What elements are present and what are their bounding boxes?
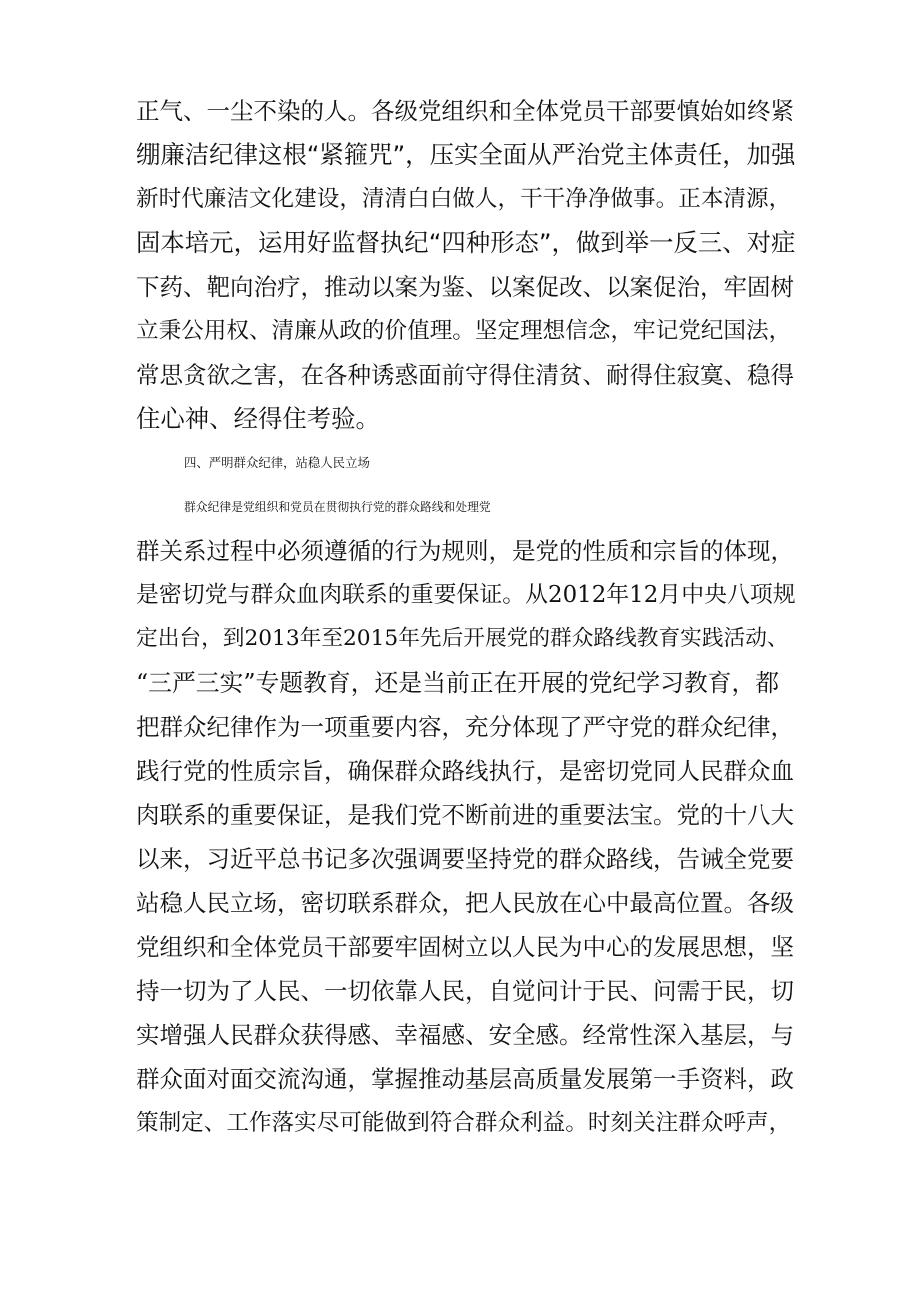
section-heading: 四、严明群众纪律，站稳人民立场 bbox=[184, 455, 370, 470]
paragraph-b-line: 践行党的性质宗旨，确保群众路线执行，是密切党同人民群众血 bbox=[136, 757, 794, 785]
paragraph-b-line: 以来，习近平总书记多次强调要坚持党的群众路线，告诫全党要 bbox=[136, 845, 794, 873]
paragraph-b-line: “三严三实”专题教育，还是当前正在开展的党纪学习教育，都 bbox=[136, 669, 780, 697]
paragraph-a-line: 住心神、经得住考验。 bbox=[136, 404, 380, 433]
paragraph-a-line: 新时代廉洁文化建设，清清白白做人，干干净净做事。正本清源， bbox=[136, 186, 792, 212]
paragraph-b-line: 党组织和全体党员干部要牢固树立以人民为中心的发展思想，坚 bbox=[136, 933, 794, 961]
paragraph-b-line: 是密切党与群众血肉联系的重要保证。从2012年12月中央八项规 bbox=[136, 582, 796, 608]
paragraph-a-line: 常思贪欲之害，在各种诱惑面前守得住清贫、耐得住寂寞、稳得 bbox=[136, 361, 794, 389]
paragraph-b-line: 群关系过程中必须遵循的行为规则，是党的性质和宗旨的体现， bbox=[136, 537, 794, 565]
paragraph-a-line: 绷廉洁纪律这根“紧箍咒”，压实全面从严治党主体责任，加强 bbox=[136, 140, 796, 169]
paragraph-b-line: 策制定、工作落实尽可能做到符合群众利益。时刻关注群众呼声， bbox=[136, 1110, 792, 1136]
paragraph-a-line: 固本培元，运用好监督执纪“四种形态”，做到举一反三、对症 bbox=[136, 228, 796, 257]
paragraph-a-line: 正气、一尘不染的人。各级党组织和全体党员干部要慎始如终紧 bbox=[136, 97, 794, 125]
paragraph-b-line: 把群众纪律作为一项重要内容，充分体现了严守党的群众纪律， bbox=[136, 713, 794, 741]
paragraph-b-line: 肉联系的重要保证，是我们党不断前进的重要法宝。党的十八大 bbox=[136, 801, 794, 829]
paragraph-b-line: 站稳人民立场，密切联系群众，把人民放在心中最高位置。各级 bbox=[136, 889, 794, 917]
paragraph-b-line: 实增强人民群众获得感、幸福感、安全感。经常性深入基层，与 bbox=[136, 1021, 794, 1049]
paragraph-b-line: 群众纪律是党组织和党员在贯彻执行党的群众路线和处理党 bbox=[184, 500, 491, 514]
paragraph-a-line: 下药、靶向治疗，推动以案为鉴、以案促改、以案促治，牢固树 bbox=[136, 273, 794, 301]
paragraph-b-line: 群众面对面交流沟通，掌握推动基层高质量发展第一手资料，政 bbox=[136, 1065, 794, 1093]
paragraph-a-line: 立秉公用权、清廉从政的价值理。坚定理想信念，牢记党纪国法， bbox=[136, 318, 792, 344]
paragraph-b-line: 持一切为了人民、一切依靠人民，自觉问计于民、问需于民，切 bbox=[136, 977, 794, 1005]
paragraph-b-line: 定出台，到2013年至2015年先后开展党的群众路线教育实践活动、 bbox=[136, 626, 789, 651]
